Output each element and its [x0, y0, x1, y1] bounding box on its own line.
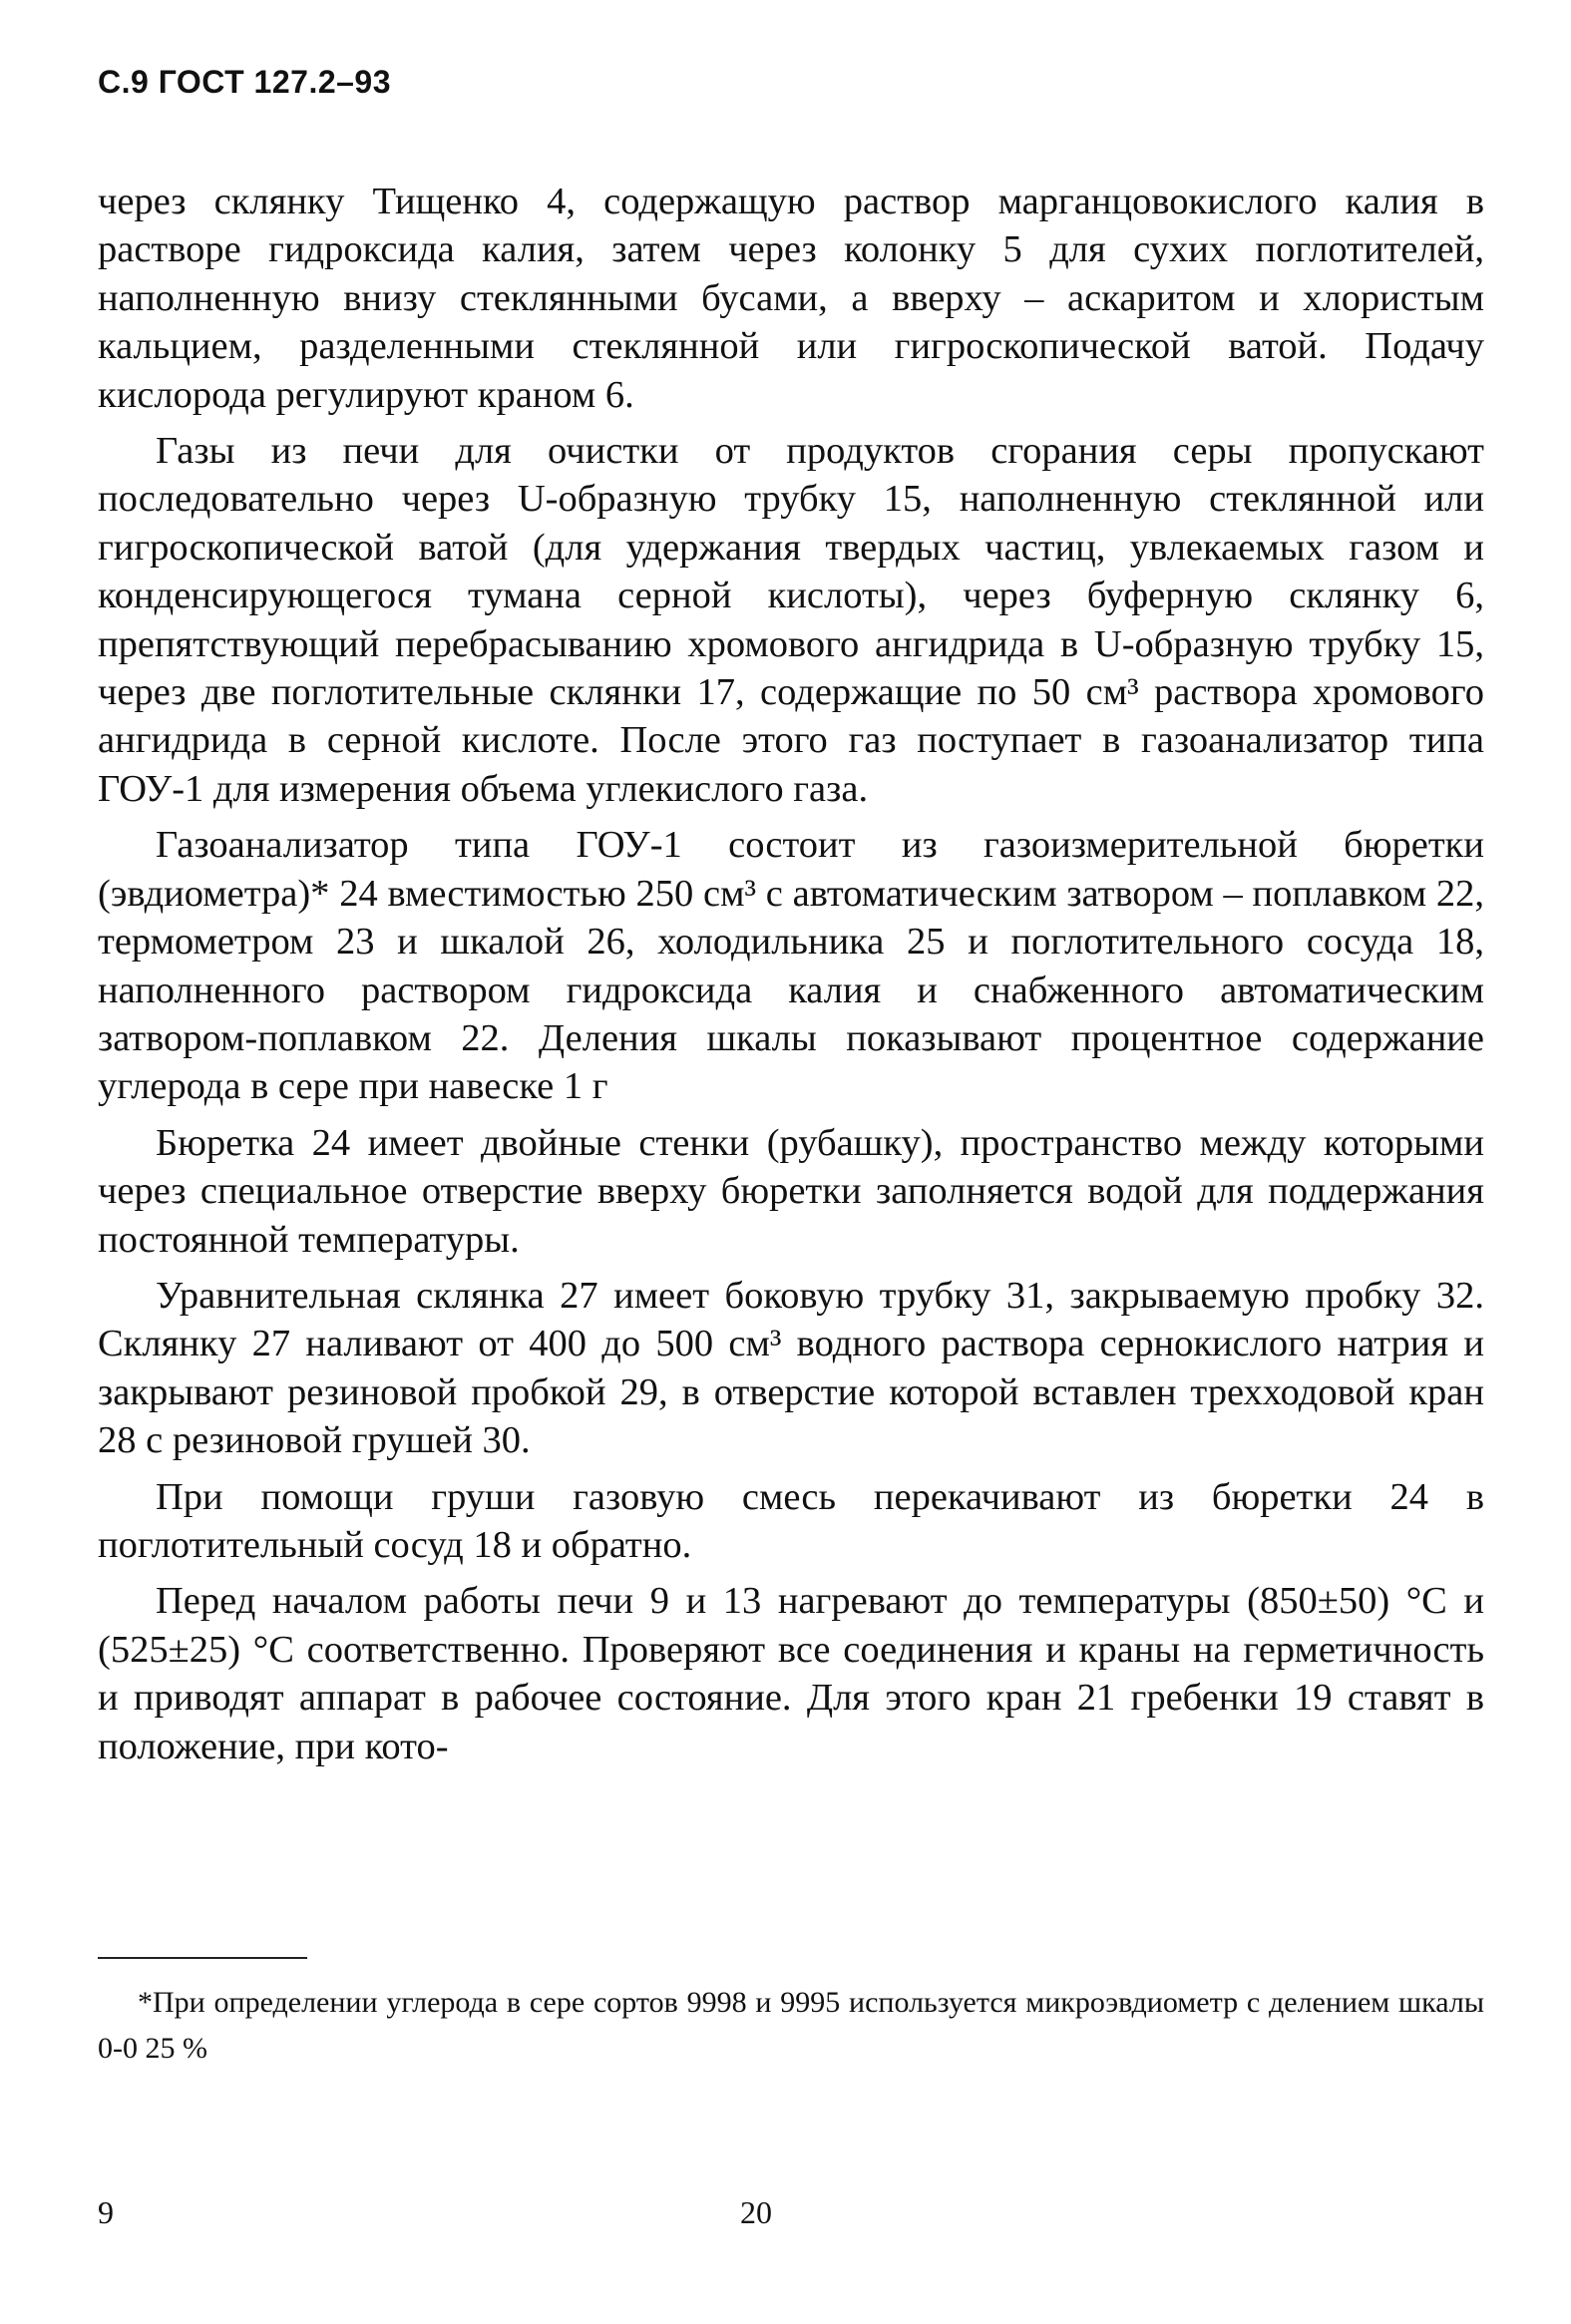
paragraph: Газоанализатор типа ГОУ-1 состоит из газоизмерительной бюретки (эвдиометра)* 24 вместимостью 250 см³ с автоматическим затвором – поплавком 22, термометром 23 и шкалой 26, холодильника 25 и поглотительного сосуда 18, наполненного раствором гидроксида калия и снабженного автоматическим затвором-поплавком 22. Деления шкалы показывают процентное содержание углерода в сере при навеске 1 г — [98, 824, 1484, 1108]
page-number-center: 20 — [740, 2194, 772, 2230]
page-number-left: 9 — [98, 2194, 114, 2230]
paragraph: При помощи груши газовую смесь перекачивают из бюретки 24 в поглотительный сосуд 18 и обратно. — [98, 1475, 1484, 1566]
footnote: *При определении углерода в сере сортов 9998 и 9995 используется микроэвдиометр с делением шкалы 0-0 25 % — [98, 1986, 1484, 2065]
paragraph: Бюретка 24 имеет двойные стенки (рубашку), пространство между которыми через специальное отверстие вверху бюретки заполняется водой для поддержания постоянной температуры. — [98, 1121, 1484, 1261]
page-header: С.9 ГОСТ 127.2–93 — [98, 64, 392, 100]
paragraph: Газы из печи для очистки от продуктов сгорания серы пропускают последовательно через U-образную трубку 15, наполненную стеклянной или гигроскопической ватой (для удержания твердых частиц, увлекаемых газом и конденсирующегося тумана серной кислоты), через буферную склянку 6, препятствующий перебрасыванию хромового ангидрида в U-образную трубку 15, через две поглотительные склянки 17, содержащие по 50 см³ раствора хромового ангидрида в серной кислоте. После этого газ поступает в газоанализатор типа ГОУ-1 для измерения объема углекислого газа. — [98, 430, 1484, 810]
paragraph: через склянку Тищенко 4, содержащую раствор марганцовокислого калия в растворе гидроксида калия, затем через колонку 5 для сухих поглотителей, наполненную внизу стеклянными бусами, а вверху – аскаритом и хлористым кальцием, разделенными стеклянной или гигроскопической ватой. Подачу кислорода регулируют краном 6. — [98, 181, 1484, 416]
body-text — [98, 178, 1484, 1778]
footnote-divider — [98, 1957, 307, 1959]
paragraph: Уравнительная склянка 27 имеет боковую трубку 31, закрываемую пробку 32. Склянку 27 наливают от 400 до 500 см³ водного раствора сернокислого натрия и закрывают резиновой пробкой 29, в отверстие которой вставлен трехходовой кран 28 с резиновой грушей 30. — [98, 1274, 1484, 1462]
paragraph: Перед началом работы печи 9 и 13 нагревают до температуры (850±50) °С и (525±25) °С соответственно. Проверяют все соединения и краны на герметичность и приводят аппарат в рабочее состояние. Для этого кран 21 гребенки 19 ставят в положение, при кото- — [98, 1580, 1484, 1767]
